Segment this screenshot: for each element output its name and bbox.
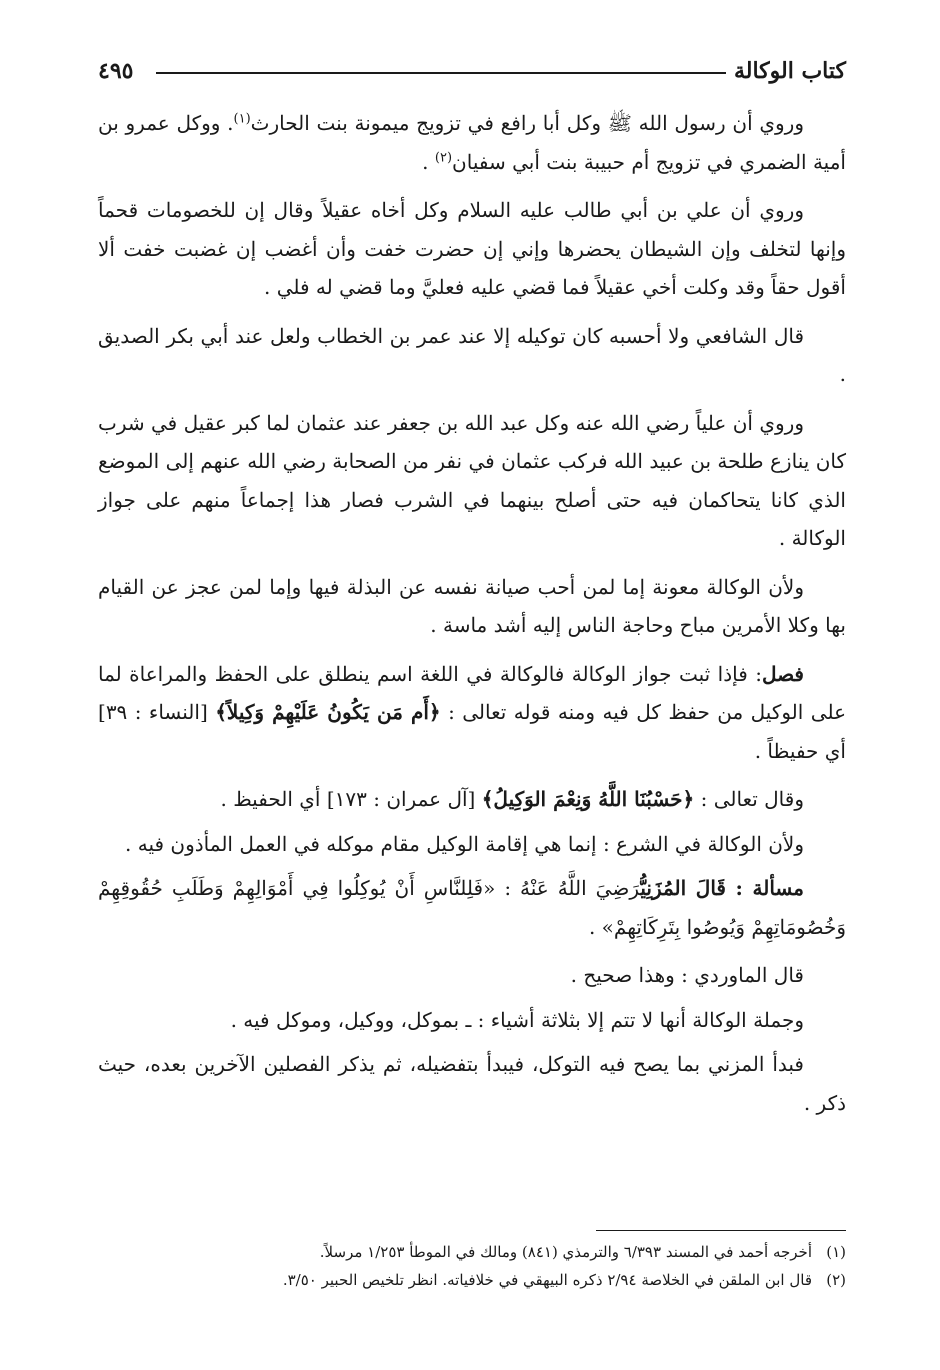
paragraph-p7 xyxy=(98,780,846,819)
page-number: ٤٩٥ xyxy=(98,58,134,84)
text-run: . ووكل عمرو بن أمية الضمري في تزويج أم حبيبة بنت أبي سفيان xyxy=(98,111,846,174)
footnote-ref: (٢) xyxy=(434,149,453,165)
footnote-number: (٢) xyxy=(826,1271,846,1289)
text-run: وروي أن علياً رضي الله عنه وكل عبد الله بن جعفر عند عثمان لما كبر عقيل في شرب كان ينازع طلحة بن عبيد الله فركب عثمان في نفر من الصحابة رضي الله عنهم إلى الموضع الذي كانا يتحاكمان فيه حتى أصلح بينهما في الشرب فصار هذا إجماعاً منهم على جواز الوكالة . xyxy=(98,410,846,550)
text-run: ولأن الوكالة معونة إما لمن أحب صيانة نفسه عن البذلة فيها وإما لمن عجز عن القيام بها وكلا الأمرين مباح وحاجة الناس إليه أشد ماسة . xyxy=(98,574,846,637)
footnote-number: (١) xyxy=(826,1243,846,1261)
paragraph-p4 xyxy=(98,404,846,558)
paragraph-p5 xyxy=(98,568,846,645)
paragraph-p11 xyxy=(98,1001,846,1040)
text-run: وروي أن علي بن أبي طالب عليه السلام وكل أخاه عقيلاً وقال إن للخصومات قحماً وإنها لتخلف وإن الشيطان يحضرها وإني إن حضرت خفت وأن أغضب إن غضبت خفت ألا أقول حقاً وقد وكلت أخي عقيلاً فما قضي عليه فعليَّ وما قضي له فلي . xyxy=(98,198,846,299)
bold-text: مسألة : قَالَ المُزَنِيُّ xyxy=(640,876,804,900)
bold-text: ﴿حَسْبُنَا اللَّهُ وَنِعْمَ الوَكِيلُ﴾ xyxy=(481,787,695,811)
paragraph-p3 xyxy=(98,317,846,394)
paragraph-p9 xyxy=(98,869,846,946)
text-run: وروي أن رسول الله ﷺ وكل أبا رافع في تزويج ميمونة بنت الحارث xyxy=(250,111,804,135)
footnote-ref: (١) xyxy=(233,111,251,127)
text-run: وقال تعالى : xyxy=(694,787,804,811)
paragraph-p12 xyxy=(98,1045,846,1122)
text-run: . xyxy=(422,149,435,174)
body-text xyxy=(98,104,846,1132)
text-run: قال الماوردي : وهذا صحيح . xyxy=(570,963,804,987)
text-run: ولأن الوكالة في الشرع : إنما هي إقامة الوكيل مقام موكله في العمل المأذون فيه . xyxy=(125,831,804,856)
footnotes xyxy=(98,1238,846,1294)
paragraph-p8 xyxy=(98,825,846,864)
paragraph-p1 xyxy=(98,104,846,181)
running-header xyxy=(98,58,846,94)
text-run: [آل عمران : ١٧٣] أي الحفيظ . xyxy=(220,787,482,811)
header-rule xyxy=(156,72,726,74)
text-run: فبدأ المزني بما يصح فيه التوكل، فيبدأ بتفضيله، ثم يذكر الفصلين الآخرين بعده، حيث ذكر . xyxy=(98,1052,846,1115)
footnote-separator xyxy=(596,1230,846,1231)
text-run: [النساء : ٣٩] أي حفيظاً . xyxy=(98,700,846,763)
text-run: وجملة الوكالة أنها لا تتم إلا بثلاثة أشياء : ـ بموكل، ووكيل، وموكل فيه . xyxy=(230,1007,804,1032)
footnote-text: قال ابن الملقن في الخلاصة ٢/٩٤ ذكره البيهقي في خلافياته. انظر تلخيص الحبير ٣/٥٠. xyxy=(282,1271,812,1289)
footnote-text: أخرجه أحمد في المسند ٦/٣٩٣ والترمذي (٨٤١) ومالك في الموطأ ١/٢٥٣ مرسلاً. xyxy=(319,1243,812,1261)
book-title: كتاب الوكالة xyxy=(733,58,846,84)
footnote-item xyxy=(98,1266,846,1294)
bold-text: فصل xyxy=(761,661,804,686)
text-run: : فإذا ثبت جواز الوكالة فالوكالة في اللغة اسم ينطلق على الحفظ والمراعاة لما على الوكيل من حفظ كل فيه ومنه قوله تعالى : xyxy=(98,661,847,724)
footnote-item xyxy=(98,1238,846,1266)
bold-text: ﴿أَم مَن يَكُونُ عَلَيْهِمْ وَكِيلاً﴾ xyxy=(215,700,441,724)
paragraph-p2 xyxy=(98,191,846,307)
text-run: قال الشافعي ولا أحسبه كان توكيله إلا عند عمر بن الخطاب ولعل عند أبي بكر الصديق . xyxy=(98,323,846,386)
text-run: رَضِيَ اللَّهُ عَنْهُ : «فَلِلنَّاسِ أَنْ يُوكِلُوا فِي أَمْوَالِهِمْ وَطَلَبِ حُقُوقِهِمْ وَخُصُومَاتِهِمْ وَيُوصُوا بِتَرِكَاتِهِمْ» . xyxy=(98,876,846,939)
paragraph-p6 xyxy=(98,655,846,771)
paragraph-p10 xyxy=(98,956,846,995)
